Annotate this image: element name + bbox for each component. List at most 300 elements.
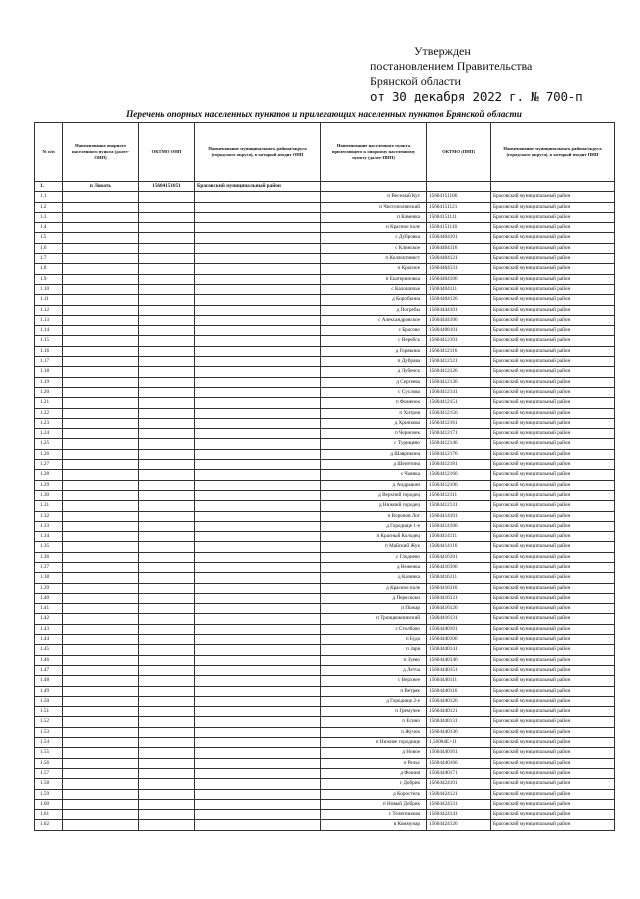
empty-onp-oktmo (139, 707, 195, 717)
empty-onp-name (63, 542, 139, 552)
empty-onp-name (63, 336, 139, 346)
pnp-district: Брасовский муниципальный район (491, 820, 615, 830)
empty-onp-oktmo (139, 346, 195, 356)
row-num: 1.24 (35, 429, 63, 439)
empty-onp-district (195, 449, 321, 459)
pnp-oktmo: 15604151121 (427, 202, 491, 212)
empty-onp-district (195, 810, 321, 820)
pnp-oktmo: 15604412111 (427, 490, 491, 500)
pnp-oktmo: 15604151111 (427, 212, 491, 222)
pnp-name: п Коллективист (321, 254, 427, 264)
empty-onp-name (63, 614, 139, 624)
table-row (35, 284, 615, 294)
pnp-district: Брасовский муниципальный район (491, 212, 615, 222)
empty-onp-oktmo (139, 202, 195, 212)
table-row (35, 738, 615, 748)
pnp-district: Брасовский муниципальный район (491, 542, 615, 552)
empty-onp-name (63, 315, 139, 325)
row-num: 1.33 (35, 521, 63, 531)
pnp-name: п Дубрава (321, 357, 427, 367)
pnp-oktmo: 15604440171 (427, 768, 491, 778)
row-num: 1.56 (35, 758, 63, 768)
table-row (35, 727, 615, 737)
row-num: 1.51 (35, 707, 63, 717)
empty-onp-name (63, 562, 139, 572)
row-num: 1.45 (35, 645, 63, 655)
pnp-name: д Андрыкин (321, 480, 427, 490)
empty-onp-district (195, 357, 321, 367)
empty-onp-name (63, 295, 139, 305)
table-row (35, 665, 615, 675)
table-row (35, 552, 615, 562)
empty-onp-district (195, 212, 321, 222)
empty-onp-name (63, 367, 139, 377)
pnp-district: Брасовский муниципальный район (491, 779, 615, 789)
pnp-name: д Перескоки (321, 593, 427, 603)
pnp-district: Брасовский муниципальный район (491, 635, 615, 645)
row-num: 1.39 (35, 583, 63, 593)
empty-onp-oktmo (139, 233, 195, 243)
document-title: Перечень опорных населенных пунктов и прилегающих населенных пунктов Брянской области (126, 110, 522, 120)
pnp-oktmo: 15604151106 (427, 192, 491, 202)
table-row (35, 789, 615, 799)
pnp-district: Брасовский муниципальный район (491, 552, 615, 562)
pnp-name: с Суслова (321, 387, 427, 397)
approval-line-4: от 30 декабря 2022 г. № 700-п (370, 89, 583, 104)
empty-onp-name (63, 233, 139, 243)
pnp-district: Брасовский муниципальный район (491, 624, 615, 634)
empty-onp-district (195, 501, 321, 511)
pnp-name: д Казинка (321, 573, 427, 583)
onp-num: 1. (35, 182, 63, 192)
empty-onp-oktmo (139, 377, 195, 387)
empty-onp-name (63, 326, 139, 336)
empty-onp-oktmo (139, 398, 195, 408)
settlements-table (34, 122, 615, 831)
empty-onp-district (195, 429, 321, 439)
pnp-oktmo: 15604412126 (427, 367, 491, 377)
row-num: 1.29 (35, 480, 63, 490)
pnp-oktmo: 15604414101 (427, 511, 491, 521)
pnp-oktmo: 15604412176 (427, 449, 491, 459)
pnp-oktmo: 15604416106 (427, 562, 491, 572)
row-num: 1.44 (35, 635, 63, 645)
header-onp-name: Наименование опорного населенного пункта (далее-ОНП) (63, 123, 139, 182)
pnp-district: Брасовский муниципальный район (491, 810, 615, 820)
pnp-name: п Пожар (321, 604, 427, 614)
empty-onp-oktmo (139, 789, 195, 799)
table-row (35, 202, 615, 212)
empty-onp-oktmo (139, 192, 195, 202)
row-num: 1.59 (35, 789, 63, 799)
pnp-name: д Погребы (321, 305, 427, 315)
empty-onp-oktmo (139, 552, 195, 562)
header-pnp-name: Наименование населенного пункта прилегающего к опорному населенному пункту (далее-ПНП) (321, 123, 427, 182)
pnp-oktmo: 15604416131 (427, 614, 491, 624)
empty-onp-name (63, 532, 139, 542)
pnp-district: Брасовский муниципальный район (491, 799, 615, 809)
table-row (35, 532, 615, 542)
pnp-name: п Екатериновка (321, 274, 427, 284)
empty-onp-district (195, 604, 321, 614)
row-num: 1.14 (35, 326, 63, 336)
empty-onp-district (195, 645, 321, 655)
table-row (35, 429, 615, 439)
empty-onp-oktmo (139, 367, 195, 377)
pnp-name: в Коммунар (321, 820, 427, 830)
row-num: 1.61 (35, 810, 63, 820)
empty-onp-district (195, 820, 321, 830)
pnp-district: Брасовский муниципальный район (491, 583, 615, 593)
empty-onp-name (63, 212, 139, 222)
pnp-name: с Чаянка (321, 470, 427, 480)
empty-onp-district (195, 243, 321, 253)
pnp-oktmo: 15604404116 (427, 243, 491, 253)
pnp-name: д Сергеева (321, 377, 427, 387)
pnp-oktmo: 15604424131 (427, 799, 491, 809)
row-num: 1.62 (35, 820, 63, 830)
empty-onp-district (195, 408, 321, 418)
approval-stamp (370, 44, 630, 104)
empty-onp-district (195, 511, 321, 521)
empty-onp-oktmo (139, 212, 195, 222)
empty-onp-oktmo (139, 511, 195, 521)
pnp-oktmo: 15604414111 (427, 532, 491, 542)
table-row (35, 243, 615, 253)
row-num: 1.23 (35, 418, 63, 428)
empty-onp-name (63, 274, 139, 284)
empty-onp-name (63, 779, 139, 789)
empty-onp-name (63, 665, 139, 675)
table-row (35, 223, 615, 233)
row-num: 1.54 (35, 738, 63, 748)
pnp-oktmo: 15604440136 (427, 727, 491, 737)
pnp-oktmo: 15604440126 (427, 696, 491, 706)
pnp-name: п Фоменок (321, 398, 427, 408)
table-row (35, 583, 615, 593)
empty-onp-oktmo (139, 779, 195, 789)
pnp-oktmo: 15604412141 (427, 387, 491, 397)
empty-onp-district (195, 274, 321, 284)
table-row (35, 593, 615, 603)
pnp-name: п Веселый Кут (321, 192, 427, 202)
table-row (35, 212, 615, 222)
pnp-name: с Александровское (321, 315, 427, 325)
table-row (35, 192, 615, 202)
pnp-name: с Верхнее (321, 676, 427, 686)
table-row (35, 367, 615, 377)
empty-onp-district (195, 377, 321, 387)
empty-onp-oktmo (139, 542, 195, 552)
pnp-district: Брасовский муниципальный район (491, 274, 615, 284)
empty-onp-oktmo (139, 758, 195, 768)
pnp-oktmo: 15604424126 (427, 820, 491, 830)
table-row (35, 357, 615, 367)
pnp-oktmo: 15604416101 (427, 552, 491, 562)
empty-onp-oktmo (139, 665, 195, 675)
row-num: 1.58 (35, 779, 63, 789)
table-row (35, 346, 615, 356)
table-row (35, 274, 615, 284)
table-row (35, 511, 615, 521)
row-num: 1.46 (35, 655, 63, 665)
pnp-district: Брасовский муниципальный район (491, 439, 615, 449)
pnp-district: Брасовский муниципальный район (491, 727, 615, 737)
approval-line-3: Брянской области (370, 74, 461, 88)
table-row (35, 748, 615, 758)
empty-onp-district (195, 789, 321, 799)
row-num: 1.12 (35, 305, 63, 315)
pnp-oktmo: 15604424141 (427, 810, 491, 820)
table-row (35, 336, 615, 346)
empty-onp-name (63, 305, 139, 315)
pnp-name: п Рельс (321, 758, 427, 768)
empty-onp-name (63, 799, 139, 809)
pnp-oktmo: 15604404106 (427, 274, 491, 284)
empty-onp-district (195, 768, 321, 778)
empty-onp-name (63, 573, 139, 583)
pnp-oktmo: 15604412116 (427, 346, 491, 356)
pnp-district: Брасовский муниципальный район (491, 295, 615, 305)
pnp-name: п Заря (321, 645, 427, 655)
empty-onp-name (63, 820, 139, 830)
empty-onp-district (195, 665, 321, 675)
empty-onp-name (63, 727, 139, 737)
empty-onp-oktmo (139, 768, 195, 778)
empty-onp-district (195, 542, 321, 552)
row-num: 1.35 (35, 542, 63, 552)
pnp-district: Брасовский муниципальный район (491, 686, 615, 696)
pnp-district: Брасовский муниципальный район (491, 748, 615, 758)
pnp-district: Брасовский муниципальный район (491, 604, 615, 614)
pnp-name: с Калошичье (321, 284, 427, 294)
empty-onp-name (63, 398, 139, 408)
empty-onp-name (63, 387, 139, 397)
pnp-name: д Новое (321, 748, 427, 758)
pnp-oktmo: 15604416121 (427, 593, 491, 603)
pnp-name: с Глоднево (321, 552, 427, 562)
row-num: 1.10 (35, 284, 63, 294)
empty-onp-district (195, 696, 321, 706)
empty-onp-name (63, 583, 139, 593)
empty-onp-oktmo (139, 696, 195, 706)
row-num: 1.5 (35, 233, 63, 243)
empty-onp-district (195, 480, 321, 490)
empty-onp-district (195, 521, 321, 531)
empty-onp-oktmo (139, 326, 195, 336)
header-num: № п/п (35, 123, 63, 182)
pnp-district: Брасовский муниципальный район (491, 192, 615, 202)
row-num: 1.32 (35, 511, 63, 521)
table-row (35, 645, 615, 655)
empty-onp-district (195, 295, 321, 305)
row-num: 1.26 (35, 449, 63, 459)
table-row (35, 810, 615, 820)
empty-onp-oktmo (139, 614, 195, 624)
pnp-district: Брасовский муниципальный район (491, 398, 615, 408)
empty-onp-name (63, 593, 139, 603)
empty-onp-oktmo (139, 810, 195, 820)
pnp-district: Брасовский муниципальный район (491, 645, 615, 655)
pnp-name: п Нижнее городище (321, 738, 427, 748)
pnp-district: Брасовский муниципальный район (491, 346, 615, 356)
pnp-district: Брасовский муниципальный район (491, 655, 615, 665)
empty-onp-oktmo (139, 624, 195, 634)
empty-onp-oktmo (139, 408, 195, 418)
row-num: 1.1 (35, 192, 63, 202)
pnp-name: д Веженка (321, 562, 427, 572)
pnp-name: п Буда (321, 635, 427, 645)
header-onp-district: Наименование муниципального района/округа (городского округа), в который входит ОНП (195, 123, 321, 182)
pnp-oktmo: 15604412161 (427, 418, 491, 428)
empty-onp-oktmo (139, 717, 195, 727)
empty-onp-name (63, 243, 139, 253)
pnp-name: с Брасово (321, 326, 427, 336)
empty-onp-district (195, 532, 321, 542)
empty-onp-district (195, 593, 321, 603)
pnp-name: п Красное (321, 264, 427, 274)
pnp-oktmo: 15604440151 (427, 665, 491, 675)
empty-onp-oktmo (139, 460, 195, 470)
pnp-name: п Каменка (321, 212, 427, 222)
empty-onp-oktmo (139, 676, 195, 686)
empty-onp-district (195, 326, 321, 336)
table-row (35, 624, 615, 634)
pnp-oktmo: 15604404131 (427, 264, 491, 274)
pnp-oktmo: 15604404126 (427, 295, 491, 305)
pnp-oktmo: 15604412146 (427, 439, 491, 449)
pnp-district: Брасовский муниципальный район (491, 696, 615, 706)
pnp-oktmo: 15604416111 (427, 573, 491, 583)
row-num: 1.31 (35, 501, 63, 511)
pnp-oktmo: 15604440121 (427, 707, 491, 717)
table-row (35, 264, 615, 274)
pnp-district: Брасовский муниципальный район (491, 264, 615, 274)
pnp-oktmo: 15604424121 (427, 789, 491, 799)
pnp-district: Брасовский муниципальный район (491, 233, 615, 243)
row-num: 1.57 (35, 768, 63, 778)
pnp-district: Брасовский муниципальный район (491, 758, 615, 768)
empty-onp-district (195, 738, 321, 748)
empty-onp-name (63, 748, 139, 758)
empty-onp-oktmo (139, 562, 195, 572)
table-header-row (35, 123, 615, 182)
pnp-district: Брасовский муниципальный район (491, 768, 615, 778)
empty-onp-oktmo (139, 480, 195, 490)
pnp-district: Брасовский муниципальный район (491, 305, 615, 315)
table-row (35, 604, 615, 614)
empty-onp-name (63, 480, 139, 490)
empty-onp-oktmo (139, 387, 195, 397)
table-row (35, 799, 615, 809)
empty-onp-district (195, 655, 321, 665)
empty-onp-district (195, 779, 321, 789)
empty-onp-district (195, 202, 321, 212)
empty-onp-name (63, 501, 139, 511)
pnp-district: Брасовский муниципальный район (491, 501, 615, 511)
row-num: 1.34 (35, 532, 63, 542)
empty-onp-oktmo (139, 727, 195, 737)
pnp-name: п Воронов Лог (321, 511, 427, 521)
row-num: 1.52 (35, 717, 63, 727)
row-num: 1.7 (35, 254, 63, 264)
empty-onp-name (63, 449, 139, 459)
table-row (35, 490, 615, 500)
empty-onp-oktmo (139, 243, 195, 253)
pnp-name: д Летча (321, 665, 427, 675)
empty-onp-oktmo (139, 583, 195, 593)
pnp-name: д Городище 1-е (321, 521, 427, 531)
empty-onp-name (63, 470, 139, 480)
pnp-district: Брасовский муниципальный район (491, 408, 615, 418)
empty-onp-district (195, 727, 321, 737)
table-row (35, 305, 615, 315)
pnp-name: с Дубровка (321, 233, 427, 243)
empty-onp-district (195, 460, 321, 470)
pnp-oktmo: 15604424101 (427, 779, 491, 789)
pnp-district: Брасовский муниципальный район (491, 387, 615, 397)
onp-row (35, 182, 615, 192)
empty-onp-oktmo (139, 336, 195, 346)
empty-onp-district (195, 192, 321, 202)
approval-line-1: Утвержден (414, 44, 471, 58)
row-num: 1.18 (35, 367, 63, 377)
empty-onp-oktmo (139, 264, 195, 274)
pnp-oktmo: 15604412106 (427, 480, 491, 490)
empty-onp-oktmo (139, 254, 195, 264)
empty-onp-oktmo (139, 573, 195, 583)
pnp-name: д Коробкина (321, 295, 427, 305)
pnp-name: с Клинское (321, 243, 427, 253)
empty-onp-name (63, 202, 139, 212)
table-row (35, 418, 615, 428)
row-num: 1.19 (35, 377, 63, 387)
empty-onp-name (63, 758, 139, 768)
table-row (35, 254, 615, 264)
empty-onp-district (195, 233, 321, 243)
row-num: 1.37 (35, 562, 63, 572)
empty-onp-name (63, 707, 139, 717)
empty-onp-oktmo (139, 223, 195, 233)
empty-onp-oktmo (139, 470, 195, 480)
header-pnp-district: Наименование муниципального района/округа (городского округа), в который входит ПНП (491, 123, 615, 182)
empty-onp-name (63, 655, 139, 665)
pnp-district: Брасовский муниципальный район (491, 707, 615, 717)
pnp-name: д Нижний городец (321, 501, 427, 511)
pnp-district: Брасовский муниципальный район (491, 449, 615, 459)
pnp-oktmo: 15604412166 (427, 470, 491, 480)
table-row (35, 377, 615, 387)
pnp-oktmo: 15604404111 (427, 284, 491, 294)
empty-onp-oktmo (139, 645, 195, 655)
pnp-oktmo: 15604440131 (427, 717, 491, 727)
empty-onp-oktmo (139, 439, 195, 449)
empty-onp-district (195, 676, 321, 686)
row-num: 1.36 (35, 552, 63, 562)
pnp-name: д Шепетина (321, 460, 427, 470)
table-row (35, 315, 615, 325)
empty-onp-name (63, 789, 139, 799)
table-row (35, 758, 615, 768)
pnp-district: Брасовский муниципальный район (491, 284, 615, 294)
empty-onp-district (195, 284, 321, 294)
table-row (35, 635, 615, 645)
row-num: 1.27 (35, 460, 63, 470)
table-row (35, 717, 615, 727)
row-num: 1.50 (35, 696, 63, 706)
empty-onp-district (195, 336, 321, 346)
row-num: 1.47 (35, 665, 63, 675)
